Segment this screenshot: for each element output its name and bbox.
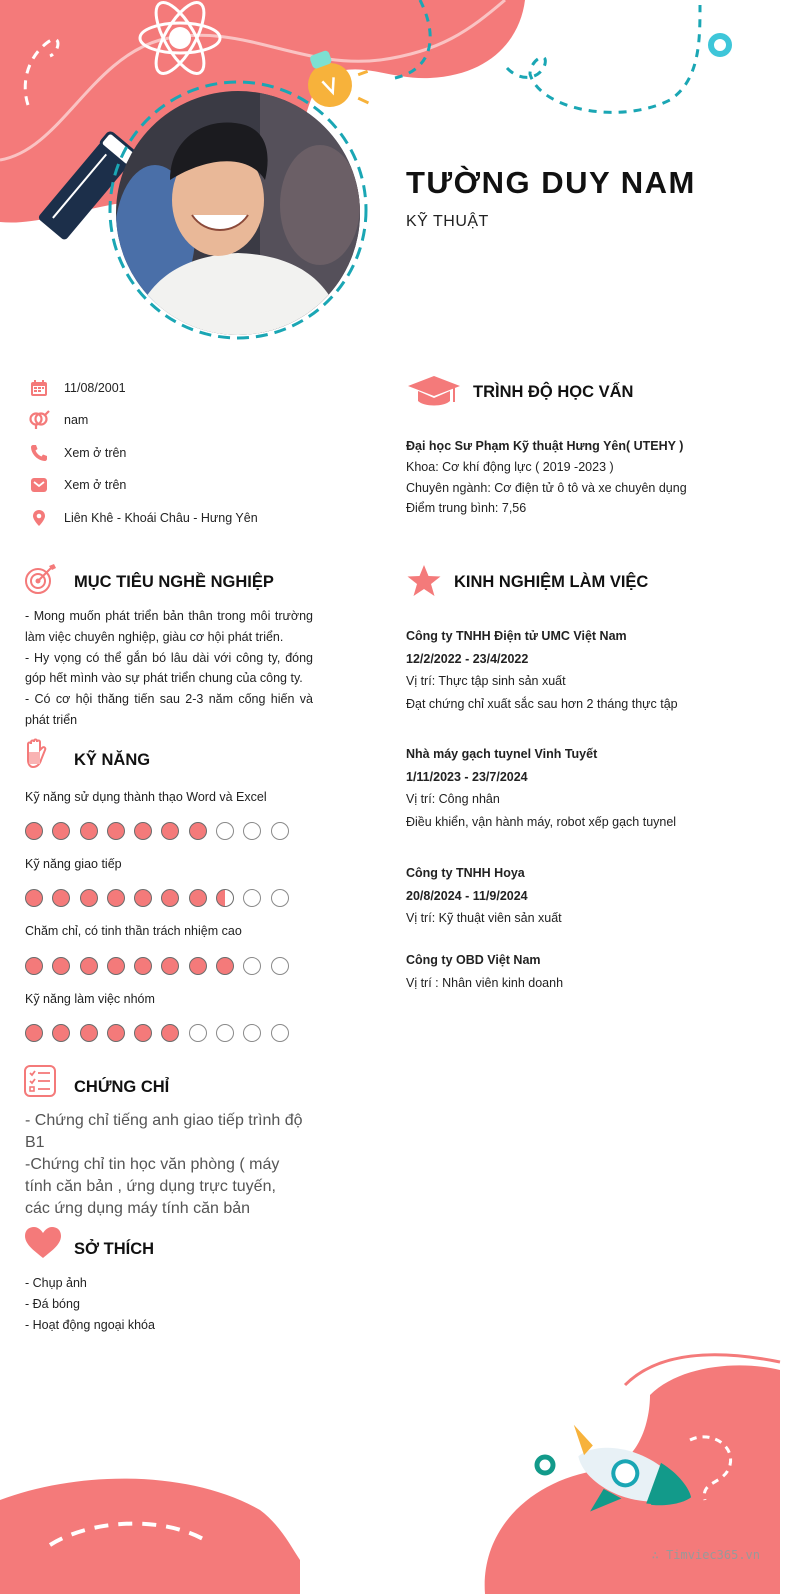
contact-address: Liên Khê - Khoái Châu - Hưng Yên bbox=[28, 507, 258, 529]
rating-dot bbox=[25, 1024, 43, 1042]
experience-detail: Điều khiển, vận hành máy, robot xếp gạch tuynel bbox=[406, 814, 677, 829]
rating-dot bbox=[243, 889, 261, 907]
calendar-icon bbox=[28, 377, 50, 399]
location-pin-icon bbox=[28, 507, 50, 529]
watermark: ∴ Timviec365.vn bbox=[651, 1548, 760, 1562]
skill-label: Chăm chỉ, có tinh thần trách nhiệm cao bbox=[25, 924, 242, 938]
rating-dot bbox=[134, 1024, 152, 1042]
objective-text: - Mong muốn phát triển bản thân trong môi trường làm việc chuyên nghiệp, giàu cơ hội phát triển. - Hy vọng có thể gắn bó lâu dài với công ty, đóng góp hết mình vào sự phát triển chung của công ty. - Có cơ hội thăng tiến sau 2-3 năm cống hiến và phát triển bbox=[25, 609, 313, 727]
rating-dot bbox=[107, 957, 125, 975]
skill-rating bbox=[25, 889, 298, 907]
profile-photo bbox=[110, 85, 366, 341]
experience-period: 20/8/2024 - 11/9/2024 bbox=[406, 888, 528, 903]
rating-dot bbox=[189, 957, 207, 975]
experience-company: Nhà máy gạch tuynel Vinh Tuyết bbox=[406, 747, 598, 761]
objective-title: MỤC TIÊU NGHỀ NGHIỆP bbox=[74, 573, 274, 591]
rating-dot bbox=[80, 957, 98, 975]
heart-icon bbox=[24, 1226, 62, 1260]
rating-dot bbox=[271, 822, 289, 840]
star-icon bbox=[406, 564, 442, 598]
contact-gender: nam bbox=[28, 409, 88, 431]
hobby-item: - Hoạt động ngoại khóa bbox=[25, 1317, 155, 1332]
experience-position: Vị trí: Kỹ thuật viên sản xuất bbox=[406, 911, 562, 925]
skill-rating bbox=[25, 822, 298, 840]
phone-icon bbox=[28, 442, 50, 464]
rating-dot bbox=[189, 1024, 207, 1042]
experience-company: Công ty TNHH Hoya bbox=[406, 866, 525, 880]
skills-title: KỸ NĂNG bbox=[74, 751, 151, 769]
target-icon bbox=[24, 562, 58, 596]
rating-dot bbox=[134, 889, 152, 907]
experience-company: Công ty TNHH Điện tử UMC Việt Nam bbox=[406, 629, 627, 643]
rating-dot bbox=[243, 822, 261, 840]
rating-dot bbox=[25, 889, 43, 907]
rating-dot bbox=[271, 1024, 289, 1042]
rating-dot bbox=[161, 889, 179, 907]
checklist-icon bbox=[24, 1065, 56, 1097]
rating-dot bbox=[216, 822, 234, 840]
experience-period: 1/11/2023 - 23/7/2024 bbox=[406, 769, 528, 784]
rating-dot bbox=[216, 957, 234, 975]
rating-dot bbox=[216, 1024, 234, 1042]
experience-position: Vị trí: Công nhân bbox=[406, 792, 500, 806]
rating-dot bbox=[52, 889, 70, 907]
rating-dot bbox=[107, 822, 125, 840]
certificates-text: - Chứng chỉ tiếng anh giao tiếp trình độ B1 -Chứng chỉ tin học văn phòng ( máy tính căn bản , ứng dụng trực tuyến, các ứng dụng máy tính căn bản bbox=[25, 1112, 303, 1217]
rating-dot bbox=[161, 1024, 179, 1042]
rating-dot bbox=[52, 1024, 70, 1042]
rating-dot bbox=[134, 822, 152, 840]
certificates-title: CHỨNG CHỈ bbox=[74, 1078, 170, 1096]
experience-item bbox=[406, 625, 736, 715]
hand-icon bbox=[24, 738, 48, 770]
rating-dot bbox=[189, 889, 207, 907]
experience-company: Công ty OBD Việt Nam bbox=[406, 953, 541, 967]
candidate-role: KỸ THUẬT bbox=[406, 213, 489, 230]
rating-dot bbox=[25, 822, 43, 840]
rating-dot bbox=[80, 822, 98, 840]
experience-detail: Đạt chứng chỉ xuất sắc sau hơn 2 tháng thực tập bbox=[406, 696, 678, 711]
skill-label: Kỹ năng làm việc nhóm bbox=[25, 992, 155, 1006]
education-faculty: Khoa: Cơ khí động lực ( 2019 -2023 ) bbox=[406, 459, 614, 474]
rating-dot bbox=[271, 957, 289, 975]
experience-title: KINH NGHIỆM LÀM VIỆC bbox=[454, 573, 649, 591]
experience-position: Vị trí : Nhân viên kinh doanh bbox=[406, 975, 564, 990]
contact-birthdate: 11/08/2001 bbox=[28, 377, 126, 399]
rating-dot bbox=[80, 889, 98, 907]
education-school: Đại học Sư Phạm Kỹ thuật Hưng Yên( UTEHY ) bbox=[406, 439, 684, 453]
contact-phone: Xem ở trên bbox=[28, 442, 126, 464]
rating-dot bbox=[161, 822, 179, 840]
rating-dot bbox=[189, 822, 207, 840]
gender-icon bbox=[28, 409, 50, 431]
rating-dot bbox=[52, 957, 70, 975]
skill-rating bbox=[25, 957, 298, 975]
hobbies-list bbox=[25, 1273, 155, 1335]
candidate-name: TƯỜNG DUY NAM bbox=[406, 165, 696, 200]
graduation-cap-icon bbox=[406, 374, 462, 410]
hobbies-title: SỞ THÍCH bbox=[74, 1240, 155, 1258]
rating-dot bbox=[243, 1024, 261, 1042]
skill-rating bbox=[25, 1024, 298, 1042]
skill-label: Kỹ năng sử dụng thành thạo Word và Excel bbox=[25, 790, 267, 804]
hobby-item: - Đá bóng bbox=[25, 1296, 80, 1311]
skill-label: Kỹ năng giao tiếp bbox=[25, 857, 122, 871]
education-title: TRÌNH ĐỘ HỌC VẤN bbox=[473, 383, 634, 401]
contact-email: Xem ở trên bbox=[28, 474, 126, 496]
rating-dot bbox=[80, 1024, 98, 1042]
experience-item bbox=[406, 743, 736, 833]
experience-item bbox=[406, 862, 736, 930]
rating-dot bbox=[134, 957, 152, 975]
rating-dot bbox=[107, 889, 125, 907]
rating-dot bbox=[25, 957, 43, 975]
experience-period: 12/2/2022 - 23/4/2022 bbox=[406, 651, 529, 666]
experience-item bbox=[406, 949, 736, 994]
email-icon bbox=[28, 474, 50, 496]
hobby-item: - Chụp ảnh bbox=[25, 1276, 87, 1290]
rating-dot bbox=[243, 957, 261, 975]
rating-dot bbox=[107, 1024, 125, 1042]
education-gpa: Điểm trung bình: 7,56 bbox=[406, 501, 527, 516]
education-major: Chuyên ngành: Cơ điện tử ô tô và xe chuyên dụng bbox=[406, 480, 687, 495]
rating-dot bbox=[161, 957, 179, 975]
rating-dot bbox=[216, 889, 234, 907]
rating-dot bbox=[52, 822, 70, 840]
experience-position: Vị trí: Thực tập sinh sản xuất bbox=[406, 674, 566, 688]
education-details bbox=[406, 436, 746, 519]
rating-dot bbox=[271, 889, 289, 907]
